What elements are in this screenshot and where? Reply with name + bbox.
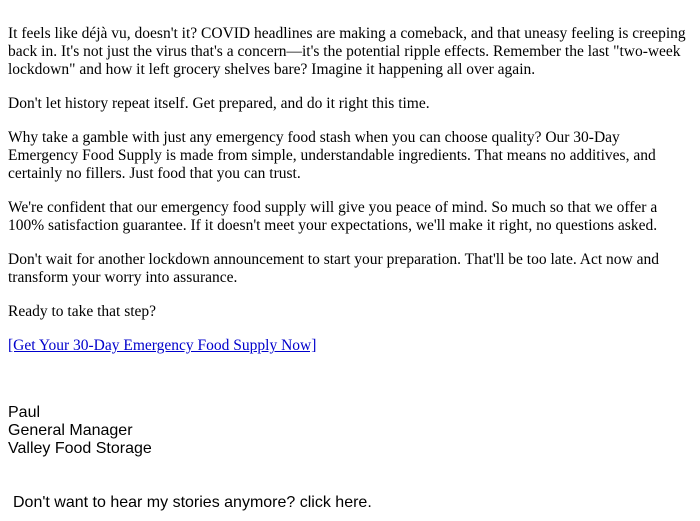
paragraph-act-now: Don't wait for another lockdown announcement to start your preparation. That'll be too late. Act now and transform your worry into assurance. [8,251,659,286]
unsubscribe-link[interactable]: Don't want to hear my stories anymore? click here. [13,494,372,511]
signature-block [8,404,152,458]
paragraph-intro: It feels like déjà vu, doesn't it? COVID headlines are making a comeback, and that uneasy feeling is creeping back in. It's not just the virus that's a concern—it's the potential ripple effects. Remember the last "two-week lockdown" and how it left grocery shelves bare? Imagine it happening all over again. [8,25,686,78]
signature-name: Paul [8,404,41,421]
cta-paragraph [8,337,692,355]
paragraph-guarantee: We're confident that our emergency food supply will give you peace of mind. So much so that we offer a 100% satisfaction guarantee. If it doesn't meet your expectations, we'll make it right, no questions asked. [8,199,658,234]
paragraph-ready: Ready to take that step? [8,303,157,320]
paragraph-prepare: Don't let history repeat itself. Get prepared, and do it right this time. [8,95,430,112]
paragraph-quality: Why take a gamble with just any emergency food stash when you can choose quality? Our 30-Day Emergency Food Supply is made from simple, understandable ingredients. That means no additives, and certainly no fillers. Just food that you can trust. [8,129,656,182]
signature-company: Valley Food Storage [8,440,152,457]
get-food-supply-link[interactable]: [Get Your 30-Day Emergency Food Supply Now] [8,337,317,354]
email-body [8,25,692,371]
signature-title: General Manager [8,422,133,439]
